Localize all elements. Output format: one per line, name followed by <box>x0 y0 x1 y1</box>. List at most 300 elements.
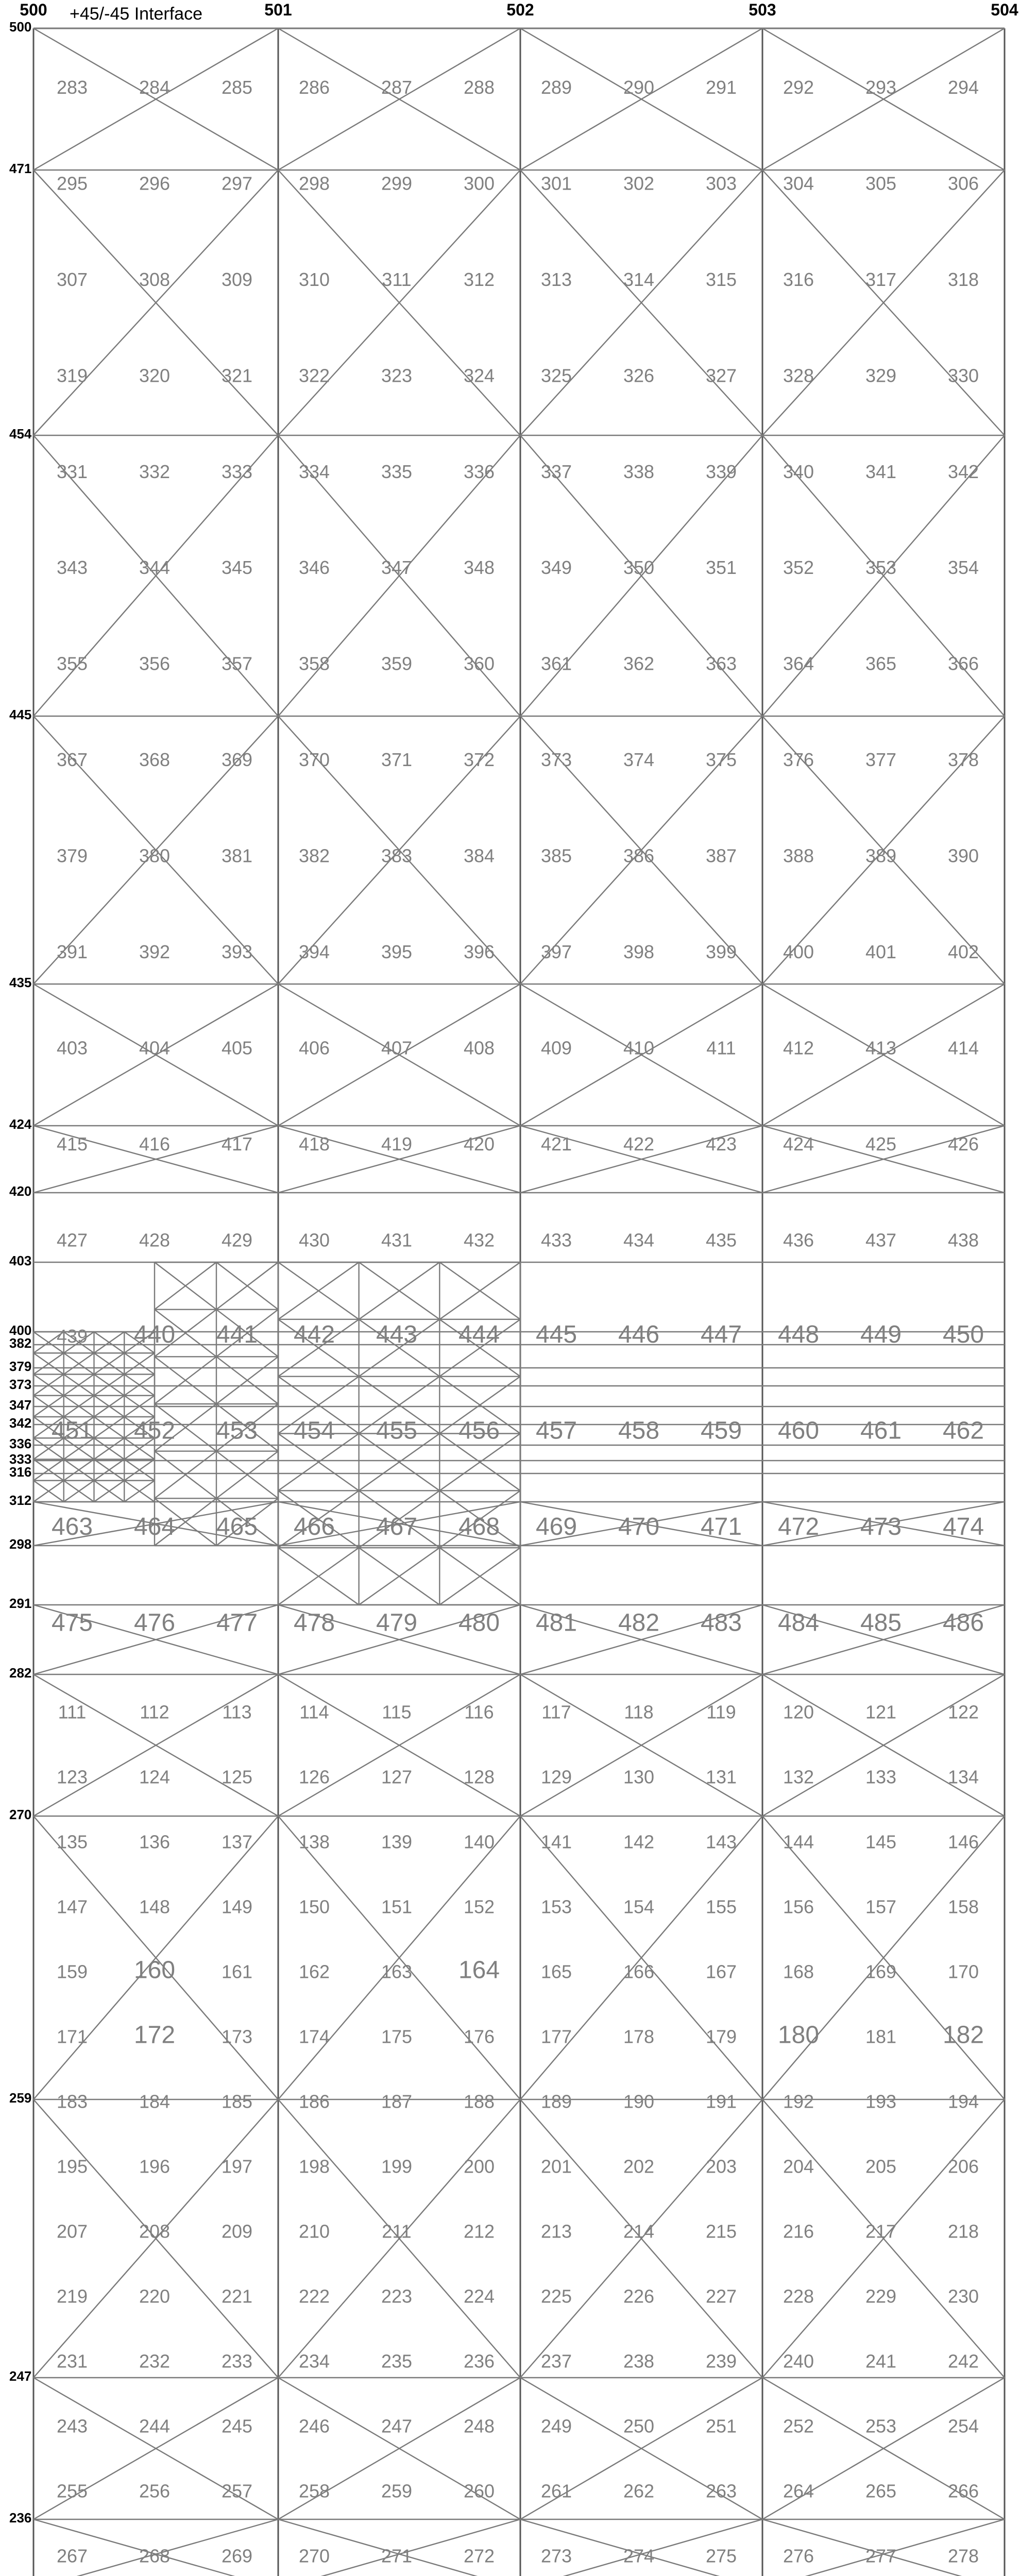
element-363: 363 <box>705 653 737 674</box>
element-455: 455 <box>376 1417 418 1445</box>
element-263: 263 <box>705 2480 737 2502</box>
element-236: 236 <box>463 2350 495 2372</box>
element-329: 329 <box>865 365 897 386</box>
element-247: 247 <box>381 2415 413 2437</box>
element-308: 308 <box>139 268 171 290</box>
element-118: 118 <box>624 1701 654 1723</box>
element-381: 381 <box>221 845 253 867</box>
element-441: 441 <box>216 1321 258 1348</box>
element-407: 407 <box>381 1037 413 1059</box>
element-323: 323 <box>381 365 413 386</box>
element-141: 141 <box>540 1831 572 1853</box>
element-218: 218 <box>947 2221 979 2242</box>
element-251: 251 <box>705 2415 737 2437</box>
element-272: 272 <box>463 2545 495 2567</box>
element-369: 369 <box>221 749 253 771</box>
element-143: 143 <box>705 1831 737 1853</box>
element-114: 114 <box>299 1701 329 1723</box>
element-299: 299 <box>381 173 413 194</box>
element-137: 137 <box>221 1831 253 1853</box>
element-348: 348 <box>463 557 495 579</box>
element-444: 444 <box>458 1321 500 1348</box>
element-140: 140 <box>463 1831 495 1853</box>
element-376: 376 <box>783 749 814 771</box>
element-336: 336 <box>463 461 495 482</box>
element-408: 408 <box>463 1037 495 1059</box>
element-224: 224 <box>463 2285 495 2307</box>
element-128: 128 <box>463 1766 495 1788</box>
element-368: 368 <box>139 749 171 771</box>
element-374: 374 <box>623 749 655 771</box>
left-label-403: 403 <box>9 1253 32 1268</box>
element-238: 238 <box>623 2350 655 2372</box>
element-112: 112 <box>140 1701 169 1723</box>
element-153: 153 <box>540 1896 572 1918</box>
element-415: 415 <box>56 1133 88 1155</box>
element-454: 454 <box>293 1417 335 1445</box>
element-482: 482 <box>618 1609 660 1637</box>
left-label-454: 454 <box>9 426 32 442</box>
element-416: 416 <box>139 1133 171 1155</box>
element-389: 389 <box>865 845 897 867</box>
element-431: 431 <box>381 1229 413 1251</box>
element-150: 150 <box>298 1896 330 1918</box>
element-138: 138 <box>298 1831 330 1853</box>
element-289: 289 <box>540 76 572 98</box>
element-180: 180 <box>777 2021 820 2049</box>
element-399: 399 <box>705 941 737 963</box>
left-label-471: 471 <box>9 161 32 176</box>
left-label-291: 291 <box>9 1596 32 1611</box>
element-347: 347 <box>381 557 413 579</box>
element-320: 320 <box>139 365 171 386</box>
element-278: 278 <box>947 2545 979 2567</box>
element-285: 285 <box>221 76 253 98</box>
element-199: 199 <box>381 2156 413 2177</box>
element-216: 216 <box>783 2221 814 2242</box>
element-456: 456 <box>458 1417 500 1445</box>
element-356: 356 <box>139 653 171 674</box>
element-448: 448 <box>777 1321 820 1348</box>
left-label-282: 282 <box>9 1665 32 1681</box>
element-119: 119 <box>706 1701 736 1723</box>
element-335: 335 <box>381 461 413 482</box>
element-269: 269 <box>221 2545 253 2567</box>
left-label-424: 424 <box>9 1116 32 1132</box>
element-176: 176 <box>463 2026 495 2047</box>
left-label-298: 298 <box>9 1536 32 1552</box>
left-label-373: 373 <box>9 1377 32 1392</box>
element-474: 474 <box>942 1513 984 1540</box>
element-465: 465 <box>216 1513 258 1540</box>
element-473: 473 <box>860 1513 902 1540</box>
element-479: 479 <box>376 1609 418 1637</box>
element-464: 464 <box>133 1513 176 1540</box>
element-244: 244 <box>139 2415 171 2437</box>
element-395: 395 <box>381 941 413 963</box>
element-132: 132 <box>783 1766 814 1788</box>
element-436: 436 <box>783 1229 814 1251</box>
element-387: 387 <box>705 845 737 867</box>
element-357: 357 <box>221 653 253 674</box>
left-label-347: 347 <box>9 1397 32 1413</box>
element-157: 157 <box>865 1896 897 1918</box>
element-173: 173 <box>221 2026 253 2047</box>
element-480: 480 <box>458 1609 500 1637</box>
element-404: 404 <box>139 1037 171 1059</box>
element-459: 459 <box>700 1417 742 1445</box>
element-257: 257 <box>221 2480 253 2502</box>
element-365: 365 <box>865 653 897 674</box>
element-163: 163 <box>381 1961 413 1982</box>
element-413: 413 <box>865 1037 897 1059</box>
element-291: 291 <box>705 76 737 98</box>
element-476: 476 <box>133 1609 176 1637</box>
element-242: 242 <box>947 2350 979 2372</box>
element-264: 264 <box>783 2480 814 2502</box>
element-185: 185 <box>221 2091 253 2112</box>
element-339: 339 <box>705 461 737 482</box>
left-label-379: 379 <box>9 1359 32 1374</box>
element-220: 220 <box>139 2285 171 2307</box>
column-top-504: 504 <box>991 1 1018 19</box>
element-403: 403 <box>56 1037 88 1059</box>
element-475: 475 <box>51 1609 93 1637</box>
left-label-400: 400 <box>9 1323 32 1338</box>
element-283: 283 <box>56 76 88 98</box>
element-129: 129 <box>540 1766 572 1788</box>
left-label-342: 342 <box>9 1415 32 1431</box>
element-417: 417 <box>221 1133 253 1155</box>
element-193: 193 <box>865 2091 897 2112</box>
element-186: 186 <box>298 2091 330 2112</box>
element-349: 349 <box>540 557 572 579</box>
element-131: 131 <box>705 1766 737 1788</box>
element-184: 184 <box>139 2091 171 2112</box>
element-209: 209 <box>221 2221 253 2242</box>
element-330: 330 <box>947 365 979 386</box>
element-410: 410 <box>623 1037 655 1059</box>
element-429: 429 <box>221 1229 253 1251</box>
element-250: 250 <box>623 2415 655 2437</box>
element-478: 478 <box>293 1609 335 1637</box>
element-294: 294 <box>947 76 979 98</box>
element-372: 372 <box>463 749 495 771</box>
element-338: 338 <box>623 461 655 482</box>
element-202: 202 <box>623 2156 655 2177</box>
left-label-316: 316 <box>9 1464 32 1480</box>
mesh-grid <box>33 28 1005 2576</box>
element-371: 371 <box>381 749 413 771</box>
element-361: 361 <box>540 653 572 674</box>
element-262: 262 <box>623 2480 655 2502</box>
element-227: 227 <box>705 2285 737 2307</box>
left-label-236: 236 <box>9 2510 32 2526</box>
element-457: 457 <box>535 1417 577 1445</box>
element-158: 158 <box>947 1896 979 1918</box>
element-362: 362 <box>623 653 655 674</box>
element-115: 115 <box>382 1701 412 1723</box>
element-116: 116 <box>464 1701 494 1723</box>
element-154: 154 <box>623 1896 655 1918</box>
element-223: 223 <box>381 2285 413 2307</box>
element-124: 124 <box>139 1766 171 1788</box>
element-467: 467 <box>376 1513 418 1540</box>
element-194: 194 <box>947 2091 979 2112</box>
element-249: 249 <box>540 2415 572 2437</box>
element-449: 449 <box>860 1321 902 1348</box>
element-235: 235 <box>381 2350 413 2372</box>
element-191: 191 <box>705 2091 737 2112</box>
element-254: 254 <box>947 2415 979 2437</box>
element-181: 181 <box>865 2026 897 2047</box>
element-175: 175 <box>381 2026 413 2047</box>
element-355: 355 <box>56 653 88 674</box>
element-270: 270 <box>298 2545 330 2567</box>
element-293: 293 <box>865 76 897 98</box>
left-label-500: 500 <box>9 19 32 35</box>
element-210: 210 <box>298 2221 330 2242</box>
element-324: 324 <box>463 365 495 386</box>
element-310: 310 <box>298 268 330 290</box>
element-273: 273 <box>540 2545 572 2567</box>
element-434: 434 <box>623 1229 655 1251</box>
element-382: 382 <box>298 845 330 867</box>
element-243: 243 <box>56 2415 88 2437</box>
element-412: 412 <box>783 1037 814 1059</box>
element-232: 232 <box>139 2350 171 2372</box>
element-341: 341 <box>865 461 897 482</box>
element-286: 286 <box>298 76 330 98</box>
element-391: 391 <box>56 941 88 963</box>
element-345: 345 <box>221 557 253 579</box>
element-134: 134 <box>947 1766 979 1788</box>
element-271: 271 <box>381 2545 413 2567</box>
element-167: 167 <box>705 1961 737 1982</box>
element-390: 390 <box>947 845 979 867</box>
element-296: 296 <box>139 173 171 194</box>
element-451: 451 <box>51 1417 93 1445</box>
left-label-312: 312 <box>9 1493 32 1508</box>
element-298: 298 <box>298 173 330 194</box>
element-133: 133 <box>865 1766 897 1788</box>
element-422: 422 <box>623 1133 655 1155</box>
element-466: 466 <box>293 1513 335 1540</box>
element-421: 421 <box>540 1133 572 1155</box>
element-135: 135 <box>56 1831 88 1853</box>
element-424: 424 <box>783 1133 814 1155</box>
element-401: 401 <box>865 941 897 963</box>
element-352: 352 <box>783 557 814 579</box>
left-label-259: 259 <box>9 2090 32 2106</box>
element-195: 195 <box>56 2156 88 2177</box>
element-256: 256 <box>139 2480 171 2502</box>
element-287: 287 <box>381 76 413 98</box>
element-302: 302 <box>623 173 655 194</box>
element-297: 297 <box>221 173 253 194</box>
node-labels <box>9 1 1018 2576</box>
element-353: 353 <box>865 557 897 579</box>
element-187: 187 <box>381 2091 413 2112</box>
element-358: 358 <box>298 653 330 674</box>
element-439: 439 <box>56 1326 88 1347</box>
element-122: 122 <box>947 1701 979 1723</box>
element-458: 458 <box>618 1417 660 1445</box>
column-top-502: 502 <box>506 1 534 19</box>
left-label-247: 247 <box>9 2368 32 2384</box>
element-392: 392 <box>139 941 171 963</box>
element-437: 437 <box>865 1229 897 1251</box>
element-149: 149 <box>221 1896 253 1918</box>
element-276: 276 <box>783 2545 814 2567</box>
left-label-382: 382 <box>9 1335 32 1351</box>
element-156: 156 <box>783 1896 814 1918</box>
element-136: 136 <box>139 1831 171 1853</box>
element-231: 231 <box>56 2350 88 2372</box>
element-277: 277 <box>865 2545 897 2567</box>
element-420: 420 <box>463 1133 495 1155</box>
element-295: 295 <box>56 173 88 194</box>
element-468: 468 <box>458 1513 500 1540</box>
element-182: 182 <box>942 2021 984 2049</box>
element-177: 177 <box>540 2026 572 2047</box>
element-237: 237 <box>540 2350 572 2372</box>
element-288: 288 <box>463 76 495 98</box>
element-305: 305 <box>865 173 897 194</box>
element-317: 317 <box>865 268 897 290</box>
element-253: 253 <box>865 2415 897 2437</box>
element-201: 201 <box>540 2156 572 2177</box>
element-159: 159 <box>56 1961 88 1982</box>
element-485: 485 <box>860 1609 902 1637</box>
element-245: 245 <box>221 2415 253 2437</box>
element-164: 164 <box>458 1956 500 1984</box>
element-400: 400 <box>783 941 814 963</box>
element-396: 396 <box>463 941 495 963</box>
element-351: 351 <box>705 557 737 579</box>
left-label-333: 333 <box>9 1451 32 1467</box>
element-165: 165 <box>540 1961 572 1982</box>
element-327: 327 <box>705 365 737 386</box>
element-470: 470 <box>618 1513 660 1540</box>
element-266: 266 <box>947 2480 979 2502</box>
element-213: 213 <box>540 2221 572 2242</box>
element-222: 222 <box>298 2285 330 2307</box>
top-title: +45/-45 Interface <box>70 4 203 24</box>
element-484: 484 <box>777 1609 820 1637</box>
element-309: 309 <box>221 268 253 290</box>
element-226: 226 <box>623 2285 655 2307</box>
element-121: 121 <box>865 1701 897 1723</box>
element-169: 169 <box>865 1961 897 1982</box>
element-419: 419 <box>381 1133 413 1155</box>
element-384: 384 <box>463 845 495 867</box>
element-126: 126 <box>298 1766 330 1788</box>
element-450: 450 <box>942 1321 984 1348</box>
element-303: 303 <box>705 173 737 194</box>
element-160: 160 <box>133 1956 176 1984</box>
element-168: 168 <box>783 1961 814 1982</box>
element-284: 284 <box>139 76 171 98</box>
element-343: 343 <box>56 557 88 579</box>
element-483: 483 <box>700 1609 742 1637</box>
element-388: 388 <box>783 845 814 867</box>
element-229: 229 <box>865 2285 897 2307</box>
element-306: 306 <box>947 173 979 194</box>
element-438: 438 <box>947 1229 979 1251</box>
element-239: 239 <box>705 2350 737 2372</box>
element-174: 174 <box>298 2026 330 2047</box>
element-426: 426 <box>947 1133 979 1155</box>
element-332: 332 <box>139 461 171 482</box>
element-405: 405 <box>221 1037 253 1059</box>
element-435: 435 <box>705 1229 737 1251</box>
element-340: 340 <box>783 461 814 482</box>
element-380: 380 <box>139 845 171 867</box>
element-230: 230 <box>947 2285 979 2307</box>
element-113: 113 <box>222 1701 252 1723</box>
element-241: 241 <box>865 2350 897 2372</box>
element-446: 446 <box>618 1321 660 1348</box>
element-240: 240 <box>783 2350 814 2372</box>
element-178: 178 <box>623 2026 655 2047</box>
element-260: 260 <box>463 2480 495 2502</box>
element-321: 321 <box>221 365 253 386</box>
element-170: 170 <box>947 1961 979 1982</box>
element-275: 275 <box>705 2545 737 2567</box>
element-440: 440 <box>133 1321 176 1348</box>
element-274: 274 <box>623 2545 655 2567</box>
left-label-435: 435 <box>9 975 32 990</box>
element-125: 125 <box>221 1766 253 1788</box>
element-354: 354 <box>947 557 979 579</box>
element-428: 428 <box>139 1229 171 1251</box>
element-197: 197 <box>221 2156 253 2177</box>
element-117: 117 <box>541 1701 571 1723</box>
element-385: 385 <box>540 845 572 867</box>
element-300: 300 <box>463 173 495 194</box>
element-145: 145 <box>865 1831 897 1853</box>
element-375: 375 <box>705 749 737 771</box>
element-322: 322 <box>298 365 330 386</box>
element-442: 442 <box>293 1321 335 1348</box>
element-472: 472 <box>777 1513 820 1540</box>
element-139: 139 <box>381 1831 413 1853</box>
column-top-500: 500 <box>20 1 47 19</box>
element-411: 411 <box>706 1037 736 1059</box>
element-142: 142 <box>623 1831 655 1853</box>
element-311: 311 <box>382 268 412 290</box>
element-313: 313 <box>540 268 572 290</box>
element-418: 418 <box>298 1133 330 1155</box>
element-471: 471 <box>700 1513 742 1540</box>
element-366: 366 <box>947 653 979 674</box>
element-233: 233 <box>221 2350 253 2372</box>
element-359: 359 <box>381 653 413 674</box>
element-151: 151 <box>381 1896 413 1918</box>
element-204: 204 <box>783 2156 814 2177</box>
element-377: 377 <box>865 749 897 771</box>
element-443: 443 <box>376 1321 418 1348</box>
element-265: 265 <box>865 2480 897 2502</box>
left-label-420: 420 <box>9 1183 32 1199</box>
element-453: 453 <box>216 1417 258 1445</box>
element-148: 148 <box>139 1896 171 1918</box>
element-481: 481 <box>535 1609 577 1637</box>
element-328: 328 <box>783 365 814 386</box>
element-469: 469 <box>535 1513 577 1540</box>
element-334: 334 <box>298 461 330 482</box>
